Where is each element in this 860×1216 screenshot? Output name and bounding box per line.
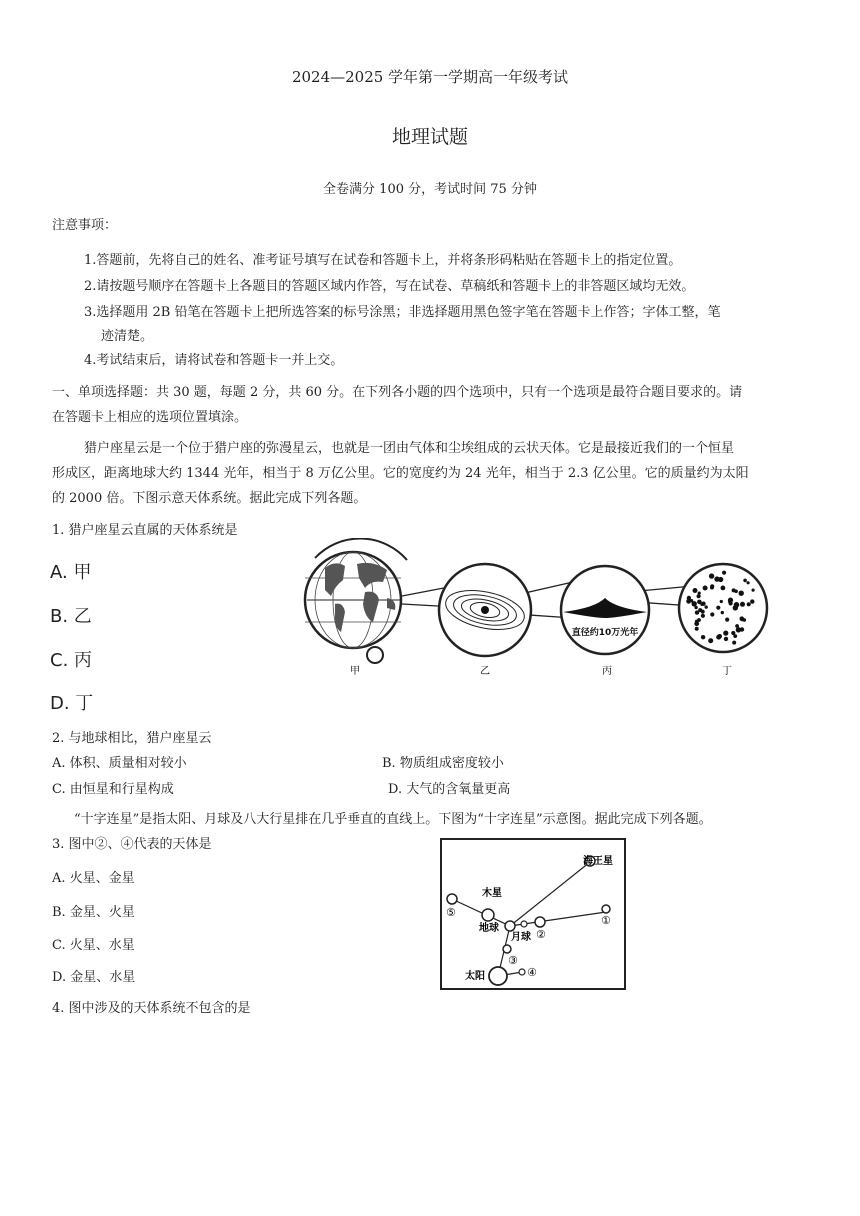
star-dot xyxy=(701,614,705,618)
star-dot xyxy=(728,598,733,603)
label-sun: 太阳 xyxy=(465,971,485,982)
galaxy-label: 直径约10万光年 xyxy=(571,628,639,638)
score-info: 全卷满分 100 分，考试时间 75 分钟 xyxy=(323,182,537,197)
notice-item-3-cont: 迹清楚。 xyxy=(101,329,154,344)
q3-option-c: C. 火星、水星 xyxy=(52,938,135,953)
star-dot xyxy=(747,602,751,606)
star-dot xyxy=(722,571,726,575)
section1-line2: 在答题卡上相应的选项位置填涂。 xyxy=(52,410,248,425)
star-dot xyxy=(724,637,728,641)
q3-option-b: B. 金星、火星 xyxy=(52,905,135,920)
figure1-label-jia: 甲 xyxy=(350,666,360,677)
label-n3: ③ xyxy=(508,954,518,967)
star-dot xyxy=(698,608,702,612)
earth-marker xyxy=(505,921,515,931)
label-n4: ④ xyxy=(527,966,537,979)
star-dot xyxy=(710,612,714,616)
star-dot xyxy=(734,602,740,608)
label-n2: ② xyxy=(536,928,546,941)
star-dot xyxy=(720,600,723,603)
notice-item-2: 2.请按题号顺序在答题卡上各题目的答题区域内作答，写在试卷、草稿纸和答题卡上的非答题区域均无效。 xyxy=(84,279,695,294)
q3-option-a: A. 火星、金星 xyxy=(52,871,135,886)
label-jupiter: 木星 xyxy=(482,888,502,899)
q2-stem: 2. 与地球相比，猎户座星云 xyxy=(52,731,212,746)
q2-option-a: A. 体积、质量相对较小 xyxy=(52,756,187,771)
star-dot xyxy=(739,591,744,596)
label-earth: 地球 xyxy=(479,923,499,934)
star-dot xyxy=(721,586,726,591)
sun-marker xyxy=(489,967,507,985)
star-dot xyxy=(721,611,724,614)
galaxy-icon xyxy=(561,566,649,654)
moon-marker xyxy=(521,921,527,927)
star-dot xyxy=(725,618,729,622)
planet1-marker xyxy=(602,905,610,913)
planet3-marker xyxy=(503,945,511,953)
star-dot xyxy=(752,589,755,592)
star-dot xyxy=(740,616,745,621)
jupiter-marker xyxy=(482,909,494,921)
star-dot xyxy=(731,631,735,635)
passage1-line3: 的 2000 倍。下图示意天体系统。据此完成下列各题。 xyxy=(52,491,367,506)
figure1-label-yi: 乙 xyxy=(480,666,490,677)
star-dot xyxy=(714,576,719,581)
section1-line1: 一、单项选择题：共 30 题，每题 2 分，共 60 分。在下列各小题的四个选项中，只有一个选项是最符合题目要求的。请 xyxy=(52,385,743,400)
q2-option-c: C. 由恒星和行星构成 xyxy=(52,782,174,797)
star-dot xyxy=(723,631,728,636)
passage1-line1: 猎户座星云是一个位于猎户座的弥漫星云，也就是一团由气体和尘埃组成的云状天体。它是最接近我们的一个恒星 xyxy=(84,441,735,456)
star-dot xyxy=(694,606,697,609)
star-dot xyxy=(740,627,744,631)
star-dot xyxy=(697,594,701,598)
planet4-marker xyxy=(519,969,525,975)
q4-stem: 4. 图中涉及的天体系统不包含的是 xyxy=(52,1001,251,1016)
figure-celestial-systems xyxy=(295,538,785,688)
star-dot xyxy=(716,606,720,610)
figure-cross-alignment xyxy=(440,838,626,990)
subject-title: 地理试题 xyxy=(391,126,468,148)
q1-option-b: B. 乙 xyxy=(50,606,92,627)
figure1-label-ding: 丁 xyxy=(722,666,732,677)
label-n1: ① xyxy=(601,914,611,927)
star-dot xyxy=(743,579,747,583)
label-moon: 月球 xyxy=(511,932,531,943)
star-dot xyxy=(716,635,721,640)
star-dot xyxy=(697,618,701,622)
planet5-marker xyxy=(447,894,457,904)
label-neptune: 海王星 xyxy=(583,856,613,867)
star-dot xyxy=(708,638,713,643)
planet2-marker xyxy=(535,917,545,927)
exam-title: 2024—2025 学年第一学期高一年级考试 xyxy=(291,68,569,86)
passage1-line2: 形成区，距离地球大约 1344 光年，相当于 8 万亿公里。它的宽度约为 24 光年，相当于 2.3 亿公里。它的质量约为太阳 xyxy=(52,466,749,481)
notice-item-1: 1.答题前，先将自己的姓名、准考证号填写在试卷和答题卡上，并将条形码粘贴在答题卡上的指定位置。 xyxy=(84,253,682,268)
notice-item-3: 3.选择题用 2B 铅笔在答题卡上把所选答案的标号涂黑；非选择题用黑色签字笔在答题卡上作答；字体工整，笔 xyxy=(84,305,721,320)
notice-heading: 注意事项： xyxy=(52,218,118,233)
star-dot xyxy=(687,596,691,600)
figure1-label-bing: 丙 xyxy=(602,666,612,677)
q1-option-c: C. 丙 xyxy=(50,650,93,671)
star-dot xyxy=(747,581,750,584)
star-dot xyxy=(695,627,699,631)
q2-option-d: D. 大气的含氧量更高 xyxy=(388,782,511,797)
globe-icon xyxy=(305,539,407,663)
q1-option-a: A. 甲 xyxy=(50,562,92,583)
star-dot xyxy=(740,602,745,607)
star-dot xyxy=(710,586,714,590)
star-dot xyxy=(750,599,754,603)
q2-option-b: B. 物质组成密度较小 xyxy=(382,756,504,771)
star-dot xyxy=(701,635,705,639)
solar-system-icon xyxy=(439,564,531,656)
q3-stem: 3. 图中②、④代表的天体是 xyxy=(52,837,212,852)
star-dot xyxy=(700,603,703,606)
star-dot xyxy=(709,573,714,578)
universe-icon xyxy=(679,564,767,652)
star-dot xyxy=(705,605,708,608)
star-dot xyxy=(703,586,708,591)
q3-option-d: D. 金星、水星 xyxy=(52,970,136,985)
notice-item-4: 4.考试结束后，请将试卷和答题卡一并上交。 xyxy=(84,353,344,368)
q1-stem: 1. 猎户座星云直属的天体系统是 xyxy=(52,523,238,538)
star-dot xyxy=(732,588,736,592)
passage2: “十字连星”是指太阳、月球及八大行星排在几乎垂直的直线上。下图为“十字连星”示意图。据此完成下列各题。 xyxy=(74,812,712,827)
label-n5: ⑤ xyxy=(446,906,456,919)
star-dot xyxy=(732,641,736,645)
star-dot xyxy=(693,588,698,593)
q1-option-d: D. 丁 xyxy=(50,693,94,714)
